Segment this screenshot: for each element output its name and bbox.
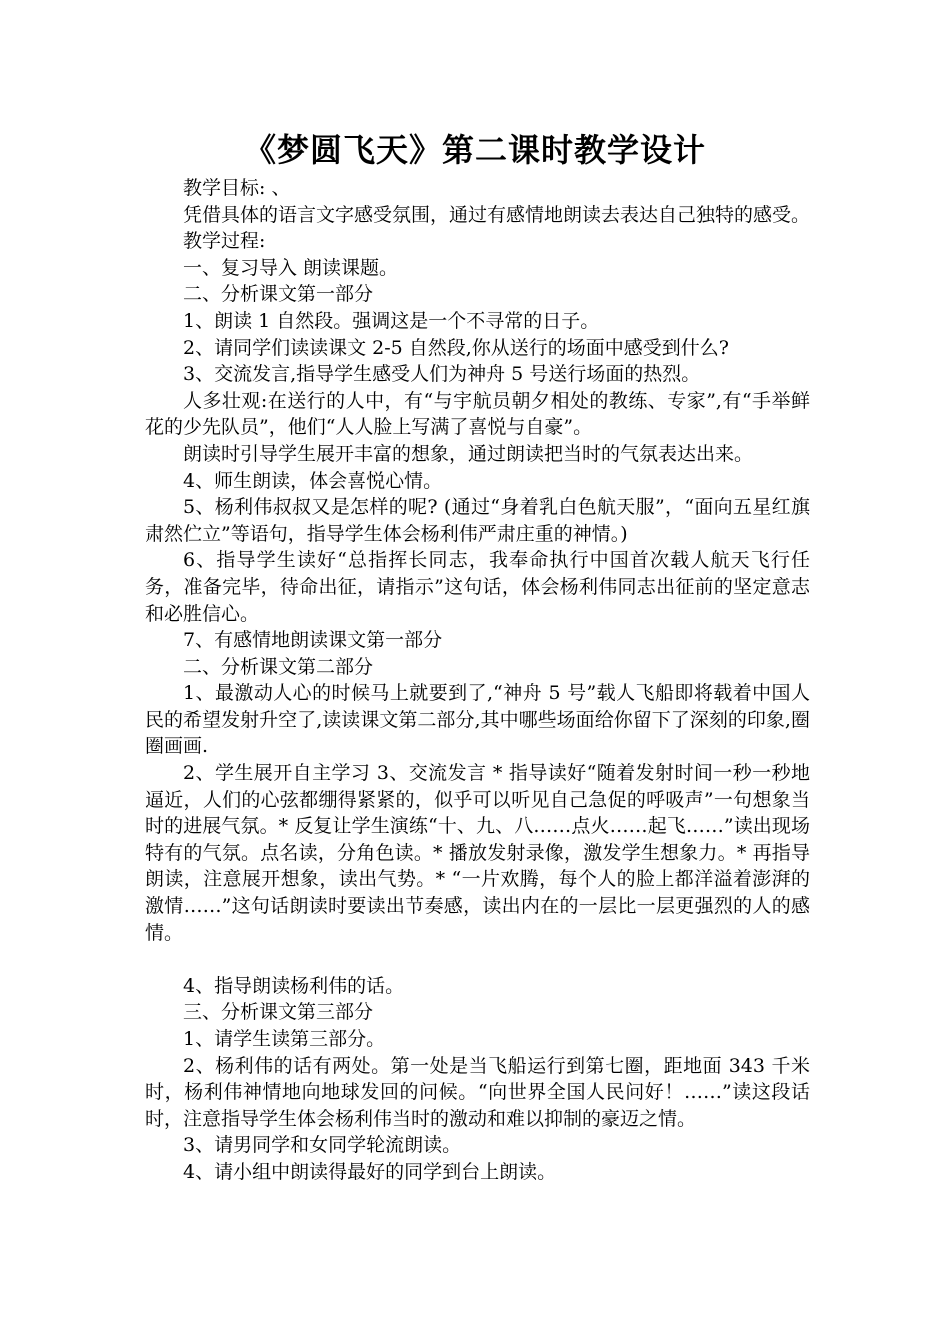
paragraph-section-heading: 三、分析课文第三部分 [183,1001,374,1024]
paragraph-item: 4、指导朗读杨利伟的话。 [183,974,405,997]
paragraph-item: 2、杨利伟的话有两处。第一处是当飞船运行到第七圈，距地面 343 千米时，杨利伟神情地向地球发回的问候。“向世界全国人民问好！……”读这段话时，注意指导学生体会杨利伟当时的激动和难以抑制的豪迈之情。 [145,1054,810,1130]
paragraph-section-two: 二、分析课文第一部分 [183,283,374,306]
paragraph-item: 1、朗读 1 自然段。强调这是一个不寻常的日子。 [183,309,600,332]
paragraph-item: 朗读时引导学生展开丰富的想象，通过朗读把当时的气氛表达出来。 [183,442,754,465]
paragraph-item: 4、师生朗读，体会喜悦心情。 [183,469,443,492]
paragraph-blank [145,946,810,973]
paragraph-item: 7、有感情地朗读课文第一部分 [183,629,443,652]
paragraph-item: 1、请学生读第三部分。 [183,1028,386,1050]
paragraph-item: 1、最激动人心的时候马上就要到了,“神舟 5 号”载人飞船即将载着中国人民的希望发射升空了,读读课文第二部分,其中哪些场面给你留下了深刻的印象,圈圈画画. [145,682,810,758]
paragraph-item: 4、请小组中朗读得最好的同学到台上朗读。 [183,1160,557,1183]
paragraph-item: 3、请男同学和女同学轮流朗读。 [183,1134,462,1157]
paragraph-item: 2、请同学们读读课文 2-5 自然段,你从送行的场面中感受到什么? [183,336,729,359]
paragraph-item: 5、杨利伟叔叔又是怎样的呢? (通过“身着乳白色航天服”，“面向五星红旗肃然伫立”等语句，指导学生体会杨利伟严肃庄重的神情。) [145,496,810,545]
document-body [145,175,810,1186]
paragraph-item: 6、指导学生读好“总指挥长同志，我奉命执行中国首次载人航天飞行任务，准备完毕，待命出征，请指示”这句话，体会杨利伟同志出征前的坚定意志和必胜信心。 [145,549,810,625]
paragraph-objectives-text: 凭借具体的语言文字感受氛围，通过有感情地朗读去表达自己独特的感受。 [183,203,811,226]
document-title: 《梦圆飞天》第二课时教学设计 [243,131,706,169]
paragraph-section-one: 一、复习导入 朗读课题。 [183,256,399,279]
paragraph-process-heading: 教学过程: [183,230,266,253]
paragraph-section-heading: 二、分析课文第二部分 [183,655,374,678]
paragraph-item: 3、交流发言,指导学生感受人们为神舟 5 号送行场面的热烈。 [183,363,701,386]
paragraph-item: 人多壮观:在送行的人中，有“与宇航员朝夕相处的教练、专家”,有“手举鲜花的少先队员”，他们“人人脸上写满了喜悦与自豪”。 [145,389,810,439]
paragraph-item: 2、学生展开自主学习 3、交流发言 * 指导读好“随着发射时间一秒一秒地逼近，人们的心弦都绷得紧紧的，似乎可以听见自己急促的呼吸声”一句想象当时的进展气氛。* 反复让学生演练“十、九、八……点火……起飞……”读出现场特有的气氛。点名读，分角色读。* 播放发射录像，激发学生想象力。* 再指导朗读，注意展开想象，读出气势。* “一片欢腾，每个人的脸上都洋溢着澎湃的激情……”这句话朗读时要读出节奏感，读出内在的一层比一层更强烈的人的感情。 [145,762,810,944]
paragraph-objectives-heading: 教学目标: 、 [183,177,291,199]
